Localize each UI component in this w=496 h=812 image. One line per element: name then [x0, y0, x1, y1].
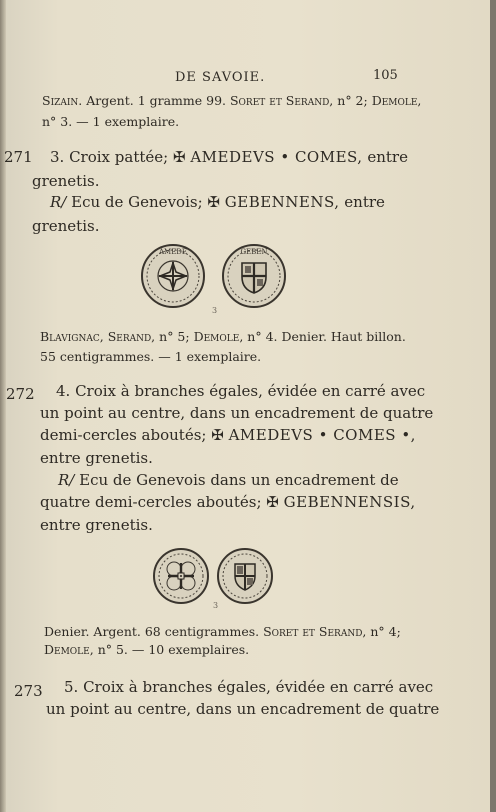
plate-mark: 3	[213, 601, 219, 610]
coin-legend: AMEDEVS • COMES,	[190, 148, 363, 166]
entry-271-reference-line-1	[40, 329, 406, 344]
ref-text: n° 4. Denier. Haut billon.	[247, 329, 406, 344]
running-title: DE SAVOIE.	[175, 70, 266, 85]
ref-name: Demole,	[371, 93, 422, 108]
coin-obverse-image	[140, 243, 206, 309]
ref-text: n° 4;	[370, 624, 401, 639]
ref-text: n° 2;	[337, 93, 368, 108]
ref-text: Argent. 1 gramme 99.	[86, 93, 226, 108]
obverse-description: demi-cercles aboutés;	[40, 426, 207, 444]
reverse-mark: R/	[50, 193, 67, 211]
entry-number: 273	[14, 682, 43, 700]
entry-number: 272	[6, 385, 35, 403]
cross-mark-icon: ✠	[266, 493, 279, 511]
entry-271-obverse-line-2: grenetis.	[32, 172, 100, 190]
coin-obverse-image	[152, 547, 210, 605]
entry-272-reference-line-1	[44, 624, 401, 639]
cross-mark-icon: ✠	[211, 426, 224, 444]
carry-over-line-2: n° 3. — 1 exemplaire.	[42, 114, 180, 129]
ref-text: n° 5. — 10 exemplaires.	[97, 642, 250, 657]
entry-272-obverse-line-4: entre grenetis.	[40, 449, 153, 467]
ref-name: Serand,	[107, 329, 156, 344]
coin-legend: AMEDEVS • COMES •,	[228, 426, 416, 444]
entry-273-obverse-line-2: un point au centre, dans un encadrement de quatre	[46, 700, 440, 718]
entry-272-reverse-line-1	[58, 471, 399, 489]
svg-text:AMEDE: AMEDE	[158, 248, 188, 256]
coin-legend: GEBENNENS,	[224, 193, 340, 211]
obverse-description: 3. Croix pattée;	[50, 148, 169, 166]
entry-271-reference-line-2: 55 centigrammes. — 1 exemplaire.	[40, 349, 262, 364]
carry-over-line-1	[42, 93, 421, 108]
ref-name: Blavignac,	[40, 329, 104, 344]
entry-271-obverse-line-1	[50, 148, 408, 166]
reverse-description: Ecu de Genevois;	[71, 193, 203, 211]
coin-reverse-image	[216, 547, 274, 605]
entry-272-reverse-line-3: entre grenetis.	[40, 516, 153, 534]
entry-272-reverse-line-2	[40, 493, 416, 511]
reverse-mark: R/	[58, 471, 75, 489]
ref-name: Demole,	[193, 329, 244, 344]
coin-legend: GEBENNENSIS,	[283, 493, 416, 511]
ref-name: Soret et Serand,	[263, 624, 367, 639]
entry-272-obverse-line-2: un point au centre, dans un encadrement de quatre	[40, 404, 434, 422]
reverse-description: quatre demi-cercles aboutés;	[40, 493, 262, 511]
plate-mark: 3	[212, 306, 218, 315]
ref-name: Sizain.	[42, 93, 83, 108]
page-number: 105	[373, 68, 398, 83]
coin-reverse-image	[218, 243, 290, 309]
entry-272-obverse-line-3	[40, 426, 416, 444]
ref-name: Demole,	[44, 642, 94, 657]
obverse-tail: entre	[367, 148, 408, 166]
entry-272-reference-line-2	[44, 642, 249, 657]
page-gutter	[0, 0, 6, 812]
ref-text: n° 5;	[159, 329, 190, 344]
svg-text:GEBEN: GEBEN	[240, 248, 268, 256]
entry-272-obverse-line-1: 4. Croix à branches égales, évidée en carré avec	[56, 382, 426, 400]
entry-273-obverse-line-1: 5. Croix à branches égales, évidée en carré avec	[64, 678, 434, 696]
ref-name: Soret et Serand,	[229, 93, 334, 108]
reverse-description: Ecu de Genevois dans un encadrement de	[79, 471, 399, 489]
entry-271-reverse-line-2: grenetis.	[32, 217, 100, 235]
entry-number: 271	[4, 148, 33, 166]
ref-text: Denier. Argent. 68 centigrammes.	[44, 624, 260, 639]
entry-271-reverse-line-1	[50, 193, 385, 211]
cross-mark-icon: ✠	[172, 148, 186, 166]
cross-mark-icon: ✠	[207, 193, 220, 211]
reverse-tail: entre	[344, 193, 385, 211]
